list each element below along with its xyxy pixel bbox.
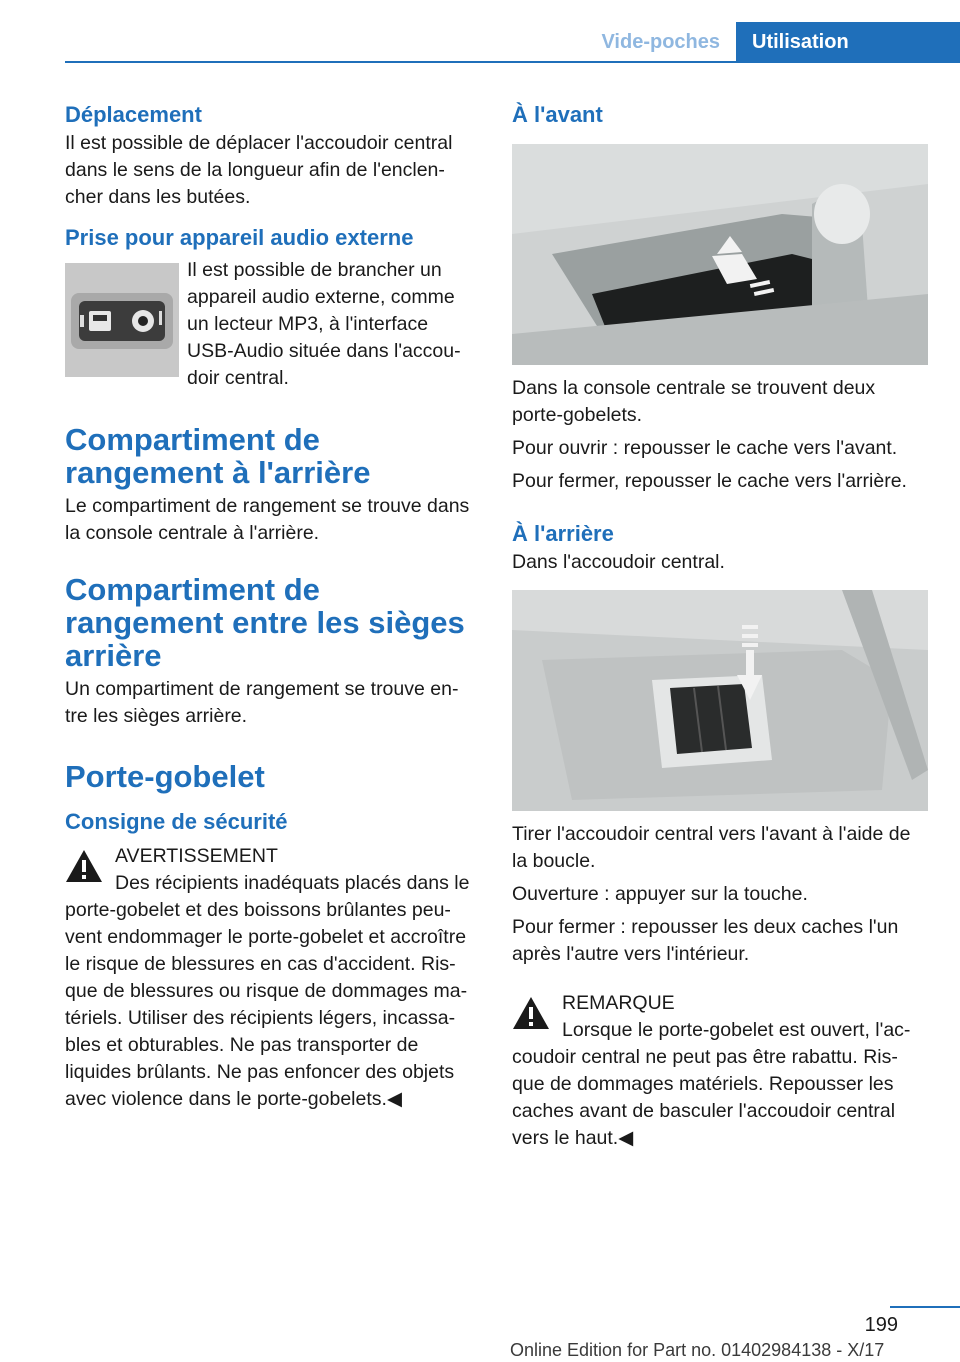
text-compartment-rear: Le compartiment de rangement se trouve dans la console centrale à l'arrière.	[65, 495, 470, 544]
text-rear-1: Tirer l'accoudoir central vers l'avant à l'aide de la boucle.	[512, 823, 911, 872]
text-rear-intro: Dans l'accoudoir central.	[512, 551, 725, 573]
heading-compartment-seats: Compartiment de rangement entre les sièges arrière	[65, 572, 465, 673]
warning-icon	[65, 849, 103, 888]
text-compartment-seats: Un compartiment de rangement se trouve en-tre les sièges arrière.	[65, 678, 459, 727]
audio-block	[65, 257, 479, 397]
left-column	[65, 100, 479, 1113]
heading-compartment-rear: Compartiment de rangement à l'arrière	[65, 422, 371, 490]
heading-audio: Prise pour appareil audio externe	[65, 225, 414, 250]
chapter-tab: Utilisation	[736, 22, 960, 62]
text-audio: Il est possible de brancher un appareil audio externe, comme un lecteur MP3, à l'interface USB-Audio située dans l'accou-doir central.	[187, 259, 461, 389]
remark-note	[512, 990, 928, 1152]
right-column	[512, 100, 928, 1152]
heading-front: À l'avant	[512, 102, 603, 127]
rear-cupholder-photo	[512, 590, 928, 811]
section-tab: Vide-poches	[601, 31, 720, 53]
heading-deplacement: Déplacement	[65, 102, 202, 127]
heading-cupholder: Porte-gobelet	[65, 759, 265, 794]
remark-label: REMARQUE	[562, 992, 675, 1014]
warning-note	[65, 843, 479, 1113]
text-front-2: Pour ouvrir : repousser le cache vers l'avant.	[512, 437, 898, 459]
edition-line: Online Edition for Part no. 01402984138 - X/17	[510, 1340, 885, 1360]
warning-label: AVERTISSEMENT	[115, 845, 278, 867]
text-rear-3: Pour fermer : repousser les deux caches l'un après l'autre vers l'intérieur.	[512, 916, 899, 965]
text-front-3: Pour fermer, repousser le cache vers l'arrière.	[512, 470, 907, 492]
heading-rear: À l'arrière	[512, 521, 614, 546]
warning-text: Des récipients inadéquats placés dans le porte-gobelet et des boissons brûlantes peu-vent endommager le porte-gobelet et accroître le risque de blessures en cas d'accident. Ris-que de blessures ou risque de dommages ma-tériels. Utiliser des récipients légers, incassa-bles et obturables. Ne pas transporter de liquides brûlants. Ne pas enfoncer des objets avec violence dans le porte-gobelets.◀	[65, 872, 470, 1110]
footer-rule	[890, 1306, 960, 1308]
text-front-1: Dans la console centrale se trouvent deux porte-gobelets.	[512, 377, 876, 426]
header-rule	[65, 61, 960, 63]
heading-safety: Consigne de sécurité	[65, 809, 288, 834]
usb-audio-photo	[65, 263, 179, 377]
front-cupholder-photo	[512, 144, 928, 365]
text-deplacement: Il est possible de déplacer l'accoudoir central dans le sens de la longueur afin de l'enclen-cher dans les butées.	[65, 132, 453, 208]
remark-text: Lorsque le porte-gobelet est ouvert, l'ac-coudoir central ne peut pas être rabattu. Ris-que de dommages matériels. Repousser les caches avant de basculer l'accoudoir central vers le haut.◀	[512, 1019, 911, 1149]
page-number: 199	[864, 1314, 898, 1336]
page-header	[65, 22, 960, 62]
warning-icon	[512, 996, 550, 1035]
text-rear-2: Ouverture : appuyer sur la touche.	[512, 883, 808, 905]
